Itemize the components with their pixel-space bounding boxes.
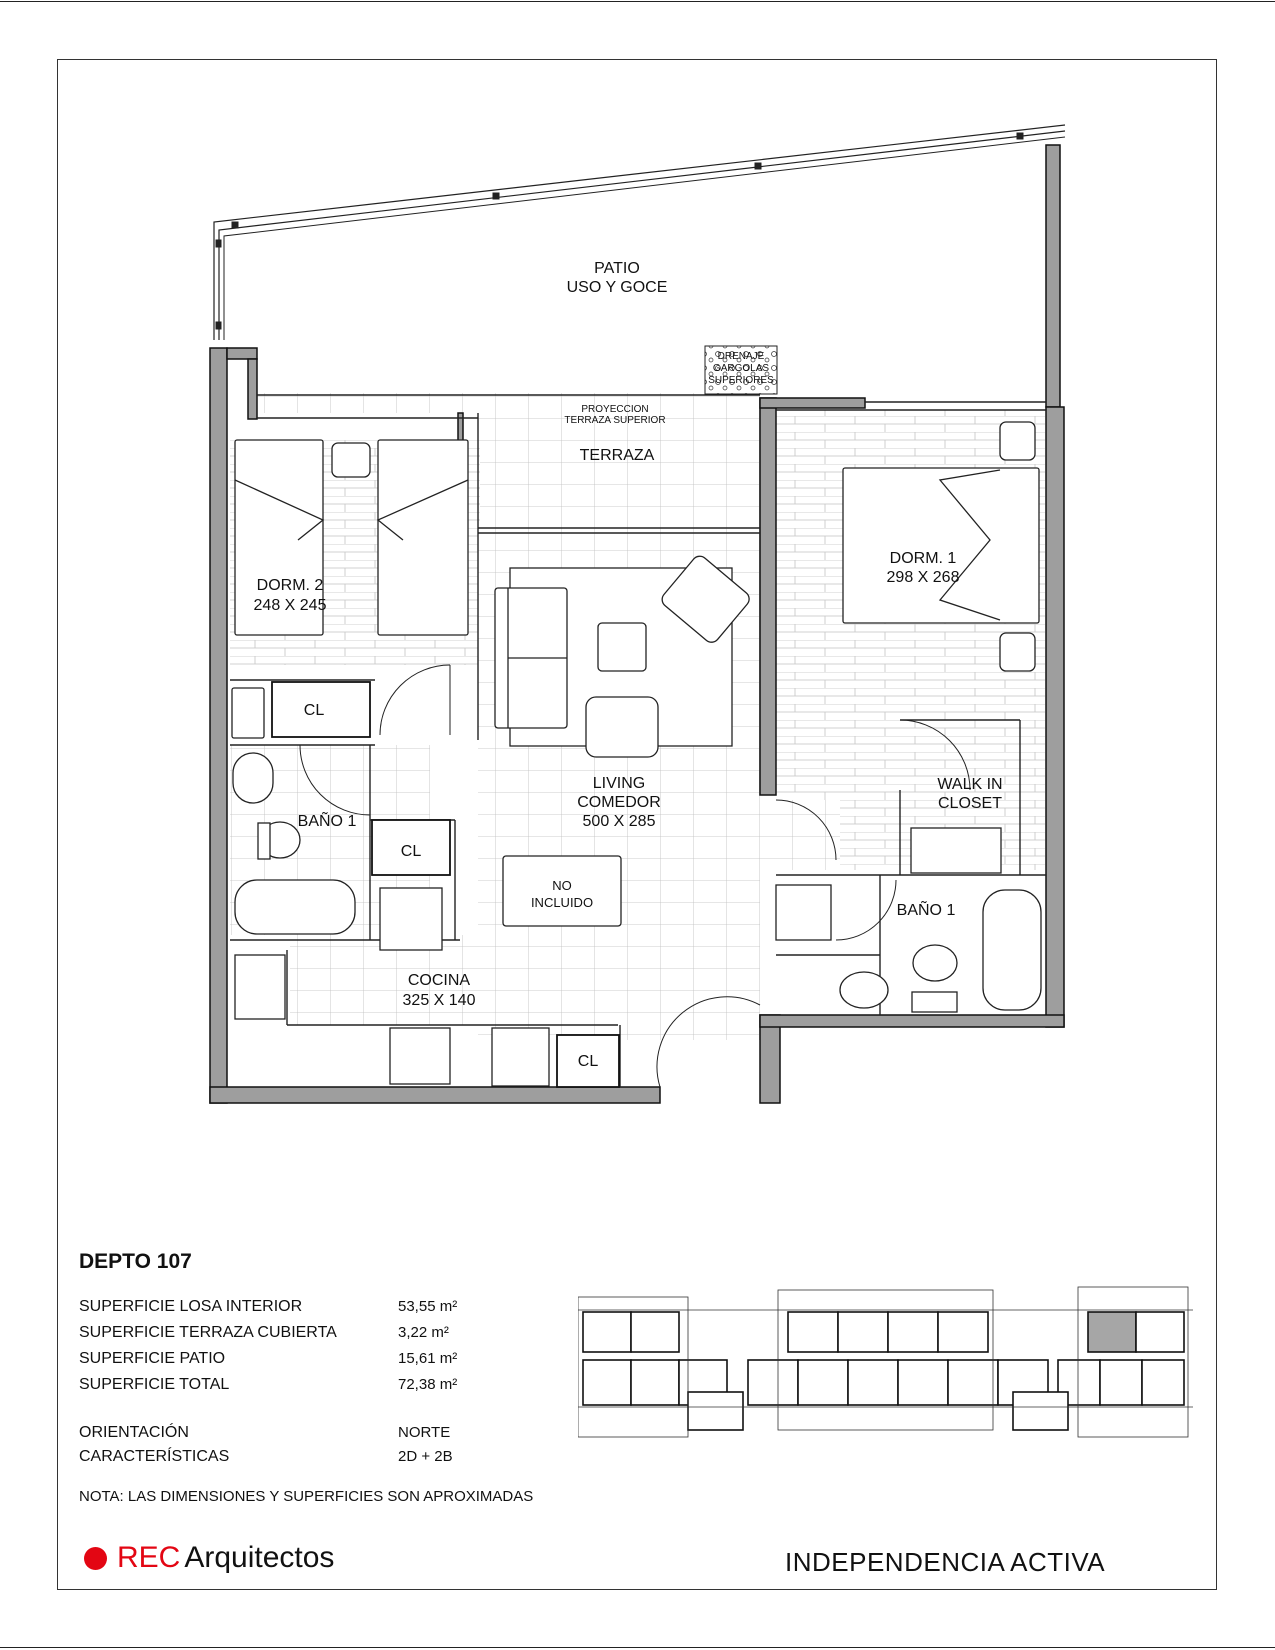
info-label-losa: SUPERFICIE LOSA INTERIOR — [79, 1298, 303, 1315]
cl-label-bano: CL — [400, 843, 422, 860]
info-label-caracteristicas: CARACTERÍSTICAS — [79, 1448, 230, 1465]
cocina-dims: 325 X 140 — [402, 992, 476, 1009]
drenaje-label-3: SUPERIORES — [708, 375, 774, 386]
patio-label: PATIO — [594, 260, 640, 277]
living-label: LIVING — [592, 775, 646, 792]
page-bottom-line — [0, 1647, 1275, 1648]
dorm1-dims: 298 X 268 — [886, 569, 960, 586]
walkin-label-2: CLOSET — [937, 795, 1003, 812]
cl-label-dorm2: CL — [303, 702, 325, 719]
logo-rec-text: REC — [117, 1541, 181, 1574]
patio-label-2: USO Y GOCE — [566, 279, 668, 296]
walkin-label: WALK IN — [937, 776, 1003, 793]
info-label-terraza: SUPERFICIE TERRAZA CUBIERTA — [79, 1324, 337, 1341]
living-dims: 500 X 285 — [582, 813, 656, 830]
building-key-plan — [578, 1282, 1193, 1452]
dimensions-note: NOTA: LAS DIMENSIONES Y SUPERFICIES SON APROXIMADAS — [79, 1488, 534, 1505]
cl-label-cocina: CL — [577, 1053, 599, 1070]
terraza-label: TERRAZA — [579, 447, 655, 464]
bano1-right-label: BAÑO 1 — [896, 902, 956, 919]
info-value-orientacion: NORTE — [398, 1424, 451, 1441]
no-incluido-label: NO — [552, 878, 572, 893]
drenaje-label-2: GARGOLAS — [712, 363, 770, 374]
drenaje-label: DRENAJE — [717, 351, 765, 362]
rec-logo — [84, 1538, 334, 1578]
unit-title: DEPTO 107 — [79, 1250, 192, 1273]
proyeccion-label-2: TERRAZA SUPERIOR — [564, 415, 666, 426]
info-value-losa: 53,55 m² — [398, 1298, 458, 1315]
logo-dot-icon — [84, 1547, 107, 1570]
comedor-label: COMEDOR — [577, 794, 661, 811]
info-label-patio: SUPERFICIE PATIO — [79, 1350, 226, 1367]
logo-arquitectos-text: Arquitectos — [184, 1541, 335, 1574]
bano1-left-label: BAÑO 1 — [297, 813, 357, 830]
patio-railing — [214, 125, 1065, 340]
dorm2-dims: 248 X 245 — [253, 597, 327, 614]
info-value-caracteristicas: 2D + 2B — [398, 1448, 453, 1465]
info-label-orientacion: ORIENTACIÓN — [79, 1424, 189, 1441]
info-value-total: 72,38 m² — [398, 1376, 458, 1393]
info-value-terraza: 3,22 m² — [398, 1324, 449, 1341]
info-label-total: SUPERFICIE TOTAL — [79, 1376, 230, 1393]
dorm2-label: DORM. 2 — [256, 577, 324, 594]
project-name: INDEPENDENCIA ACTIVA — [785, 1547, 1106, 1577]
cocina-label: COCINA — [407, 972, 471, 989]
info-value-patio: 15,61 m² — [398, 1350, 458, 1367]
proyeccion-label: PROYECCION — [581, 404, 649, 415]
no-incluido-label-2: INCLUIDO — [530, 895, 594, 910]
dorm1-label: DORM. 1 — [889, 550, 957, 567]
